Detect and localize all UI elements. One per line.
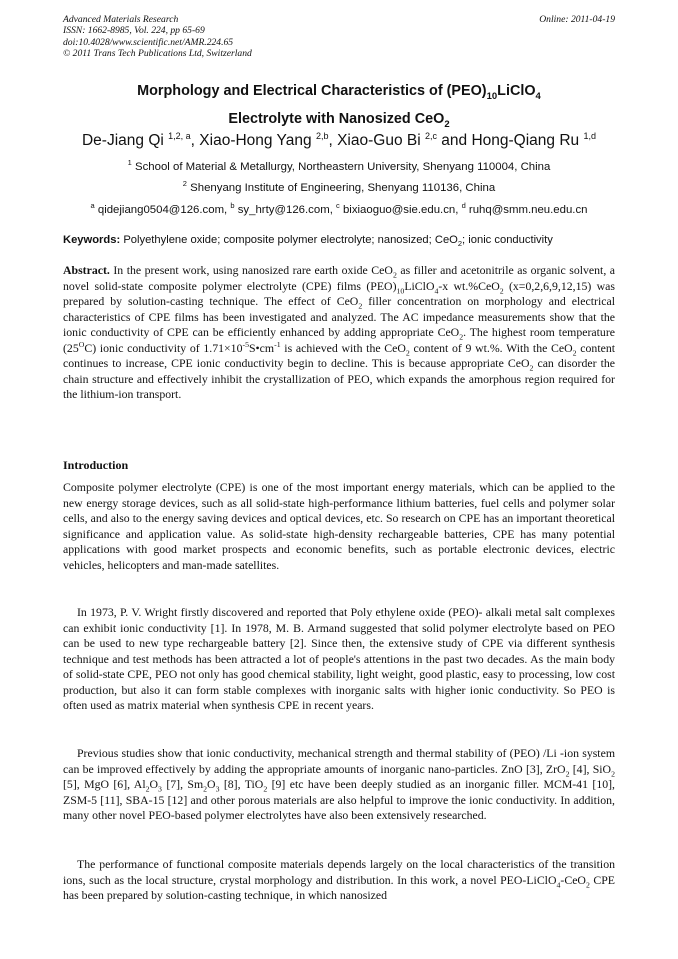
author: Xiao-Guo Bi <box>337 132 421 150</box>
paper-title: Morphology and Electrical Characteristics of $(PEO)_{10}LiClO_4$ Electrolyte with Nanosized CeO$_2$ <box>137 83 541 130</box>
affiliation-1: $^1$ School of Material & Metallurgy, Northeastern University, Shenyang 110004, China <box>127 158 551 173</box>
email-link[interactable]: sy_hrty@126.com, <box>237 203 333 216</box>
online-date: Online: 2011-04-19 <box>539 14 615 25</box>
email-link[interactable]: bixiaoguo@sie.edu.cn, <box>342 203 459 216</box>
keywords-label: Keywords: <box>63 234 121 246</box>
intro-paragraph-3: Previous studies show that ionic conductivity, mechanical strength and thermal stability of (PEO) /Li -ion system can be improved effectively by adding the appropriate amounts of inorganic nano-particles. ZnO [3], ZrO$_2$ [4], SiO$_2$ [5], MgO [6], $Al_2O_3$ [7], $Sm_2O_3$ [8], TiO$_2$ [9] etc have been deeply studied as an inorganic filler. MCM-41 [10], ZSM-5 [11], SBA-15 [12] and other porous materials are also helpful to improve the ionic conductivity. In addition, many other novel PEO-based polymer electrolytes have also been extensively researched. <box>63 746 616 822</box>
abstract: Abstract. In the present work, using nanosized rare earth oxide CeO$_2$ as filler and acetonitrile as organic solvent, a novel solid-state composite polymer electrolyte (CPE) films $(PEO)_{10}LiClO_4-x$ wt.%CeO$_2$ (x=0,2,6,9,12,15) was prepared by solution-casting technique. The effect of CeO$_2$ filler concentration on morphology and electrical characteristics of CPE films has been investigated and analyzed. The AC impedance measurements show that the ionic conductivity of CPE can be efficiently enhanced by adding appropriate CeO$_2$. The highest room temperature $(25^OC)$ ionic conductivity of $1.71\times 10^{-5}S•cm^{-1}$ is achieved with the CeO$_2$ content of 9 wt.%. With the CeO$_2$ content continues to increase, CPE ionic conductivity begin to decline. This is because appropriate CeO$_2$ can disorder the chain structure and effectively inhibit the crystallization of PEO, which expands the amorphous region required for the lithium-ion transport. <box>63 263 616 401</box>
author: De-Jiang Qi <box>81 132 164 150</box>
intro-paragraph-4: The performance of functional composite materials depends largely on the local characteristics of the transition ions, such as the local structure, crystal morphology and distribution. In this work, a novel PEO-LiClO$_4$-CeO$_2$ CPE has been prepared by solution-casting technique, in which nanosized <box>63 857 615 902</box>
keywords: Keywords: Polyethylene oxide; composite polymer electrolyte; nanosized; CeO$_2$; ionic conductivity <box>63 234 553 249</box>
abstract-label: Abstract. <box>63 263 110 277</box>
email-link[interactable]: qidejiang0504@126.com, <box>97 203 228 216</box>
author-list: De-Jiang Qi $^{1,2, a}$, Xiao-Hong Yang $^{2,b}$, Xiao-Guo Bi $^{2,c}$ and Hong-Qiang Ru $^{1,d}$ <box>81 131 596 150</box>
intro-paragraph-2: In 1973, P. V. Wright firstly discovered and reported that Poly ethylene oxide (PEO)- alkali metal salt complexes can exhibit ionic conductivity [1]. In 1978, M. B. Armand suggested that solid polymer electrolyte based on PEO can be used to new type rechargeable battery [2]. Since then, the extensive study of CPE via different synthesis technique and test methods has been attracted a lot of people's attentions in the past two decades. As the main body of solid-state CPE, PEO not only has good chemical stability, light weight, good plastic, easy to processing, low cost production, but also it can form stable complexes with inorganic salts with higher ionic conductivity. So PEO is often used as matrix material when synthesis CPE in recent years. <box>63 605 615 712</box>
issn: ISSN: 1662-8985, Vol. 224, pp 65-69 <box>63 25 205 37</box>
intro-paragraph-1: Composite polymer electrolyte (CPE) is one of the most important energy materials, which can be applied to the new energy storage devices, such as all solid-state high-performance lithium batteries, fuel cells and polymer solar cells, and also to the energy saving devices and optical devices, etc. So research on CPE has an important theoretical significance and application value. As solid-state high-density rechargeable batteries, CPE has many potential applications with good market prospects and economic benefits, such as portable electronic devices, electric vehicles, helicopters and man-made satellites. <box>63 480 615 572</box>
journal-meta <box>63 14 252 59</box>
section-heading-introduction: Introduction <box>63 458 129 472</box>
author: Xiao-Hong Yang <box>199 132 312 150</box>
copyright: © 2011 Trans Tech Publications Ltd, Switzerland <box>63 47 252 59</box>
email-link[interactable]: ruhq@smm.neu.edu.cn <box>468 203 588 216</box>
affiliation-2: $^2$ Shenyang Institute of Engineering, Shenyang 110136, China <box>182 179 496 194</box>
doi: doi:10.4028/www.scientific.net/AMR.224.65 <box>63 36 234 48</box>
email-list: $^a$ qidejiang0504@126.com, $^b$ sy_hrty@126.com, $^c$ bixiaoguo@sie.edu.cn, $^d$ ruhq@smm.neu.edu.cn <box>90 201 588 216</box>
journal-name: Advanced Materials Research <box>63 14 179 25</box>
author: Hong-Qiang Ru <box>471 132 580 150</box>
